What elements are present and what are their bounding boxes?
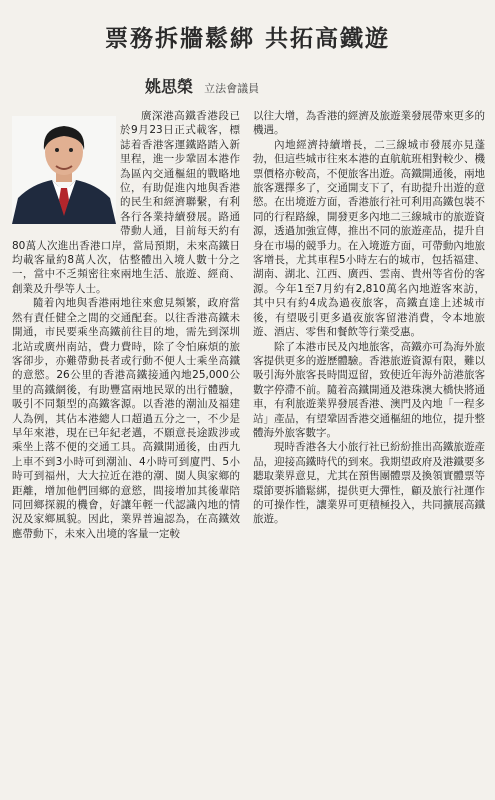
author-name: 姚思榮: [145, 77, 194, 96]
article-paragraph: 廣深港高鐵香港段已於9月23日正式載客，標誌着香港客運鐵路踏入新里程，進一步鞏固本港作為區內交通樞紐的戰略地位，有助促進內地與香港的民生和經濟聯繫，有利各行各業持續發展。路通帶動人通，目前每天約有80萬人次進出香港口岸，當局預期，未來高鐵日均載客量約8萬人次，估整體出入境人數十分之一，當中不乏頻密往來兩地生活、旅遊、經商、創業及升學等人士。: [12, 110, 240, 295]
byline: [145, 74, 259, 97]
article-column-left: [12, 109, 240, 541]
article-column-right: [253, 109, 485, 527]
article-paragraph: 現時香港各大小旅行社已紛紛推出高鐵旅遊產品，迎接高鐵時代的到來。我期望政府及港鐵要多聽取業界意見，尤其在預售團體票及換領實體票等環節要拆牆鬆綁，提供更大彈性，顧及旅行社運作的可操作性，讓業界可更積極投入，共同擴展高鐵旅遊。: [253, 441, 485, 526]
article-paragraph: 內地經濟持續增長，二三線城市發展亦見蓬勃，但這些城市往來本港的直航航班相對較少、機票價格亦較高，不便旅客出遊。高鐵開通後，兩地旅客選擇多了，交通開支下了，有助提升出遊的意慾。在出境遊方面，香港旅行社可利用高鐵包裝不同的行程路線，開發更多內地二三線城市的旅遊資源，透過加強宣傳，推出不同的旅遊產品，提升自身在市場的競爭力。在入境遊方面，可帶動內地旅客增長，尤其車程5小時左右的城市，包括福建、湖南、湖北、江西、廣西、雲南、貴州等省份的客源。今年1至7月約有2,810萬名內地遊客來訪，其中只有約4成為過夜旅客，高鐵直達上述城市後，有望吸引更多過夜旅客留港消費，令本地旅遊、酒店、零售和餐飲等行業受惠。: [253, 138, 485, 339]
article-headline: 票務拆牆鬆綁 共拓高鐵遊: [104, 26, 390, 52]
article-paragraph: 隨着內地與香港兩地往來愈見頻繁，政府當然有責任健全之間的交通配套。以往香港高鐵未開通，市民要乘坐高鐵前往目的地，需先到深圳北站或廣州南站，費力費時，除了令怕麻煩的旅客卻步，亦難帶動長者或行動不便人士乘坐高鐵的意慾。26公里的香港高鐵接通內地25,000公里的高鐵網後，有助豐富兩地民眾的出行體驗，吸引不同類型的高鐵客源。以香港的潮汕及福建人為例，其佔本港總人口超過五分之一，不少是早年來港，現在已年紀老邁，不願意長途跋涉或乘坐上落不便的交通工具。高鐵開通後，由西九上車不到3小時可到潮汕、4小時可到廈門、5小時可到福州，大大拉近在港的潮、閩人與家鄉的距離，增加他們回鄉的意慾，間接增加其後輩陪同回鄉探親的機會，好讓年輕一代認識內地的情況及家鄉風貌。因此，業界普遍認為，在高鐵效應帶動下，未來入出境的客量一定較: [12, 297, 240, 540]
article-paragraph: 除了本港市民及內地旅客，高鐵亦可為海外旅客提供更多的遊歷體驗。香港旅遊資源有限，難以吸引海外旅客長時間逗留，致使近年海外訪港旅客數字停滯不前。隨着高鐵開通及港珠澳大橋快將通車，有利旅遊業界發展香港、澳門及內地「一程多站」產品，有望鞏固香港交通樞紐的地位，提升整體海外旅客數字。: [253, 340, 485, 439]
author-title: 立法會議員: [204, 82, 260, 95]
article-paragraph: 以往大增，為香港的經濟及旅遊業發展帶來更多的機遇。: [253, 110, 485, 137]
